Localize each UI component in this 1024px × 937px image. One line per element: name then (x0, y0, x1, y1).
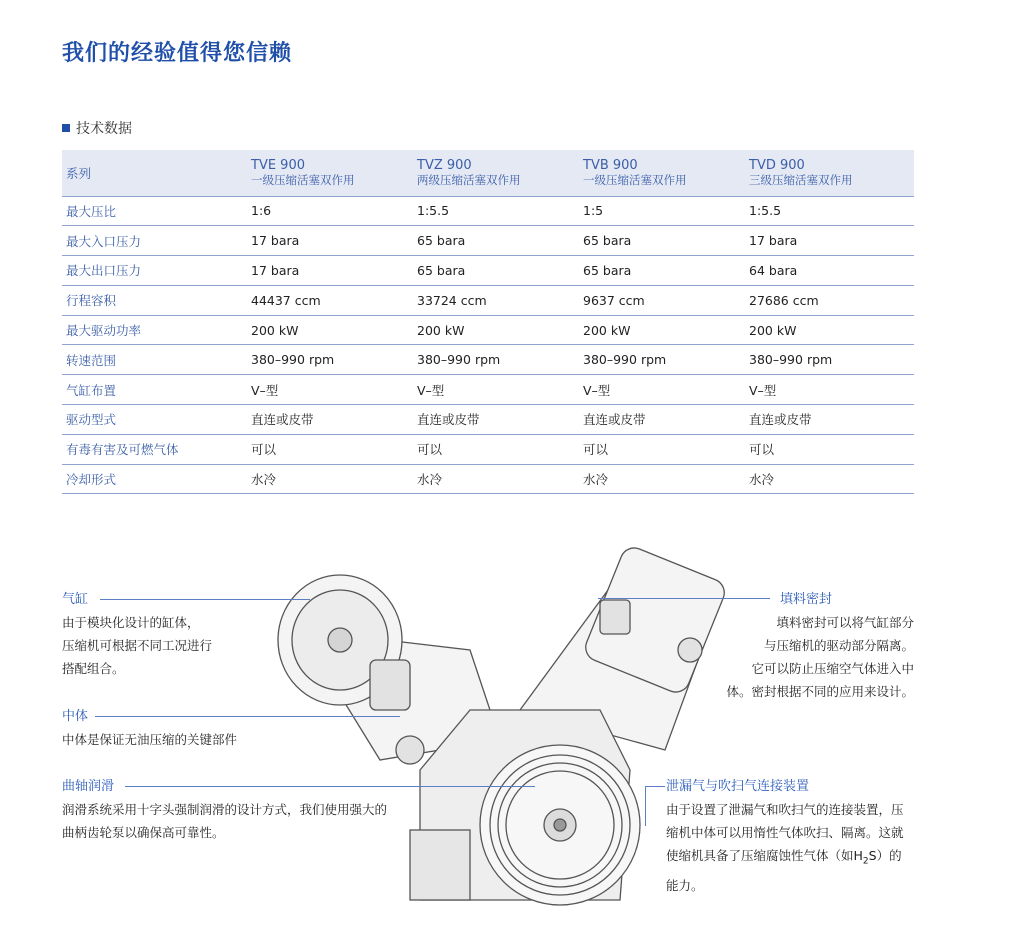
table-cell: 17 bara (745, 226, 914, 256)
table-cell: 200 kW (579, 315, 745, 345)
callout-purge (666, 775, 904, 897)
table-cell: 1:5 (579, 196, 745, 226)
table-cell: 380–990 rpm (247, 345, 413, 375)
table-row (62, 345, 914, 375)
table-row (62, 375, 914, 405)
callout-text: 由于设置了泄漏气和吹扫气的连接装置，压 (666, 802, 904, 817)
valve-port (370, 660, 410, 710)
table-cell: 可以 (413, 434, 579, 464)
table-row (62, 405, 914, 435)
callout-text: 与压缩机的驱动部分隔离。 (763, 638, 914, 653)
callout-text: 由于模块化设计的缸体， (62, 615, 200, 630)
row-label: 转速范围 (62, 345, 247, 375)
callout-text: 搭配组合。 (62, 661, 125, 676)
row-label: 驱动型式 (62, 405, 247, 435)
row-label: 最大驱动功率 (62, 315, 247, 345)
table-cell: 水冷 (745, 464, 914, 494)
table-cell: 200 kW (413, 315, 579, 345)
callout-title: 泄漏气与吹扫气连接装置 (666, 779, 810, 794)
valve-port (600, 600, 630, 634)
header-model: TVD 900 三级压缩活塞双作用 (745, 150, 914, 196)
table-row (62, 434, 914, 464)
section-title: 技术数据 (76, 121, 132, 137)
callout-title: 气缸 (62, 592, 89, 607)
callout-title: 填料密封 (780, 592, 833, 607)
row-label: 最大入口压力 (62, 226, 247, 256)
row-label: 气缸布置 (62, 375, 247, 405)
header-model: TVZ 900 两级压缩活塞双作用 (413, 150, 579, 196)
table-cell: 65 bara (413, 226, 579, 256)
callout-line (645, 786, 646, 826)
table-cell: 1:5.5 (413, 196, 579, 226)
table-row (62, 315, 914, 345)
header-model: TVE 900 一级压缩活塞双作用 (247, 150, 413, 196)
table-cell: 380–990 rpm (413, 345, 579, 375)
row-label: 冷却形式 (62, 464, 247, 494)
header-model: TVB 900 一级压缩活塞双作用 (579, 150, 745, 196)
table-cell: 380–990 rpm (745, 345, 914, 375)
row-label: 有毒有害及可燃气体 (62, 434, 247, 464)
table-cell: V–型 (579, 375, 745, 405)
table-row (62, 285, 914, 315)
callout-text: 使缩机具备了压缩腐蚀性气体（如$H_2S$）的 (666, 848, 902, 867)
table-cell: 可以 (579, 434, 745, 464)
page-title: 我们的经验值得您信赖 (62, 41, 293, 66)
table-cell: 1:5.5 (745, 196, 914, 226)
callout-text: 润滑系统采用十字头强制润滑的设计方式，我们使用强大的 (62, 802, 388, 817)
table-cell: 65 bara (413, 256, 579, 286)
table-cell: 380–990 rpm (579, 345, 745, 375)
callout-title: 曲轴润滑 (62, 779, 115, 794)
table-cell: 水冷 (579, 464, 745, 494)
table-cell: 65 bara (579, 256, 745, 286)
table-cell: 44437 ccm (247, 285, 413, 315)
row-label: 行程容积 (62, 285, 247, 315)
header-label: 系列 (62, 150, 247, 196)
table-row (62, 464, 914, 494)
table-cell: 直连或皮带 (247, 405, 413, 435)
callout-text: 缩机中体可以用惰性气体吹扫、隔离。这就 (666, 825, 904, 840)
base-block (410, 830, 470, 900)
callout-middle (62, 705, 237, 751)
valve-port (396, 736, 424, 764)
callout-line (645, 786, 665, 787)
table-cell: 65 bara (579, 226, 745, 256)
table-row (62, 256, 914, 286)
section-heading (62, 118, 132, 138)
valve-port (678, 638, 702, 662)
table-cell: V–型 (413, 375, 579, 405)
table-cell: 可以 (247, 434, 413, 464)
table-cell: 64 bara (745, 256, 914, 286)
table-cell: 17 bara (247, 226, 413, 256)
table-cell: 直连或皮带 (745, 405, 914, 435)
callout-title: 中体 (62, 709, 89, 724)
table-cell: 33724 ccm (413, 285, 579, 315)
table-cell: 直连或皮带 (413, 405, 579, 435)
table-row (62, 196, 914, 226)
table-cell: 9637 ccm (579, 285, 745, 315)
table-cell: 200 kW (247, 315, 413, 345)
table-row (62, 226, 914, 256)
spec-table (62, 150, 914, 494)
bullet-square-icon (62, 124, 70, 132)
callout-text: 能力。 (666, 877, 704, 893)
shaft (554, 819, 566, 831)
callout-crank (62, 775, 387, 844)
table-cell: 1:6 (247, 196, 413, 226)
table-cell: 水冷 (413, 464, 579, 494)
callout-packing (714, 588, 914, 703)
callout-text: 压缩机可根据不同工况进行 (62, 638, 213, 653)
table-cell: 17 bara (247, 256, 413, 286)
table-cell: 200 kW (745, 315, 914, 345)
table-cell: 直连或皮带 (579, 405, 745, 435)
table-cell: 水冷 (247, 464, 413, 494)
row-label: 最大压比 (62, 196, 247, 226)
callout-text: 填料密封可以将气缸部分 (776, 615, 914, 630)
callout-text: 中体是保证无油压缩的关键部件 (62, 732, 238, 747)
callout-text: 体。密封根据不同的应用来设计。 (726, 684, 914, 699)
table-header-row (62, 150, 914, 196)
callout-cylinder (62, 588, 212, 680)
table-cell: V–型 (745, 375, 914, 405)
table-cell: V–型 (247, 375, 413, 405)
callout-text: 曲柄齿轮泵以确保高可靠性。 (62, 825, 225, 840)
valve-cap (328, 628, 352, 652)
table-cell: 27686 ccm (745, 285, 914, 315)
table-cell: 可以 (745, 434, 914, 464)
callout-text: 它可以防止压缩空气体进入中 (751, 661, 914, 676)
row-label: 最大出口压力 (62, 256, 247, 286)
